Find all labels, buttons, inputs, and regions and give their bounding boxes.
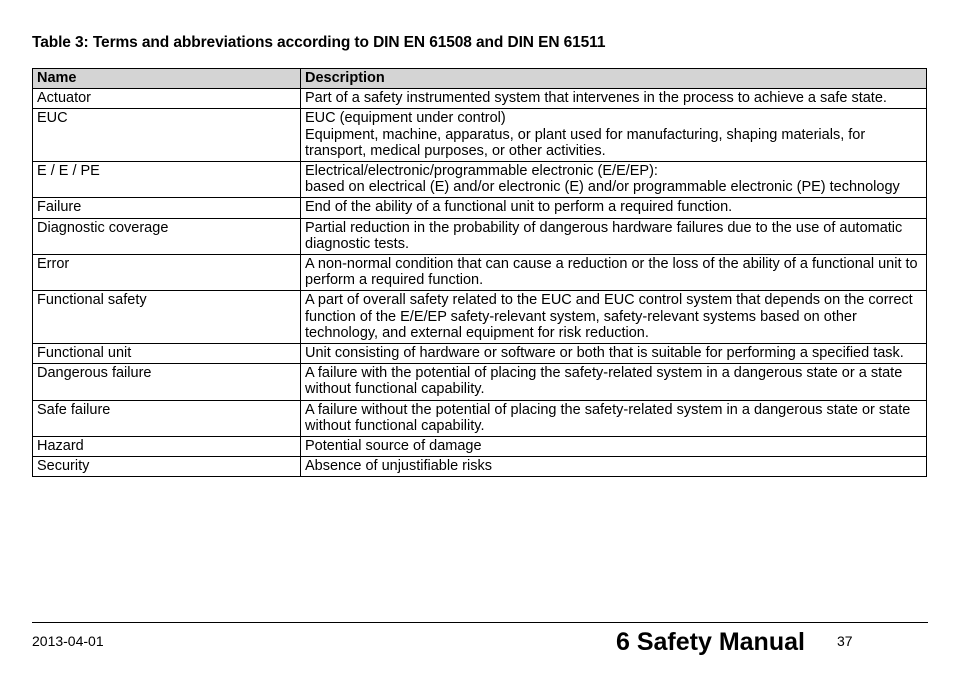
- term-description-cell: [301, 162, 927, 198]
- term-name-cell: Dangerous failure: [33, 364, 301, 400]
- description-line: End of the ability of a functional unit to perform a required function.: [305, 199, 733, 216]
- description-line: A part of overall safety related to the EUC and EUC control system that depends on the correct function of the E/E/EP safety-relevant system, safety-relevant systems based on other technology, and external equipment for risk reduction.: [305, 292, 913, 341]
- column-header-name: Name: [33, 69, 301, 89]
- table-row: [33, 218, 927, 254]
- term-description-cell: [301, 437, 927, 457]
- term-description-cell: [301, 344, 927, 364]
- term-name-cell: EUC: [33, 109, 301, 162]
- term-name-cell: Hazard: [33, 437, 301, 457]
- table-row: [33, 198, 927, 218]
- term-description-cell: [301, 255, 927, 291]
- term-name-cell: Diagnostic coverage: [33, 218, 301, 254]
- table-row: [33, 364, 927, 400]
- description-line: Part of a safety instrumented system that intervenes in the process to achieve a safe state.: [305, 90, 887, 107]
- table-row: [33, 291, 927, 344]
- term-description-cell: [301, 109, 927, 162]
- terms-table: [32, 68, 927, 477]
- table-row: [33, 89, 927, 109]
- footer-date: 2013-04-01: [32, 633, 104, 649]
- table-row: [33, 437, 927, 457]
- term-name-cell: Failure: [33, 198, 301, 218]
- term-description-cell: [301, 218, 927, 254]
- table-row: [33, 255, 927, 291]
- term-name-cell: Functional unit: [33, 344, 301, 364]
- term-description-cell: [301, 457, 927, 477]
- table-body: [33, 89, 927, 477]
- term-description-cell: [301, 89, 927, 109]
- description-line: Equipment, machine, apparatus, or plant used for manufacturing, shaping materials, for transport, medical purposes, or other activities.: [305, 126, 866, 159]
- footer-section-title: 6 Safety Manual: [616, 628, 805, 656]
- table-row: [33, 400, 927, 436]
- description-line: EUC (equipment under control): [305, 110, 506, 127]
- table-row: [33, 109, 927, 162]
- term-name-cell: E / E / PE: [33, 162, 301, 198]
- term-description-cell: [301, 400, 927, 436]
- term-name-cell: Functional safety: [33, 291, 301, 344]
- term-name-cell: Safe failure: [33, 400, 301, 436]
- description-line: Unit consisting of hardware or software or both that is suitable for performing a specified task.: [305, 345, 904, 362]
- table-row: [33, 457, 927, 477]
- table-row: [33, 162, 927, 198]
- description-line: A failure with the potential of placing the safety-related system in a dangerous state or a state without functional capability.: [305, 365, 903, 398]
- term-description-cell: [301, 364, 927, 400]
- term-description-cell: [301, 291, 927, 344]
- table-header-row: [33, 69, 927, 89]
- table-caption: Table 3: Terms and abbreviations according to DIN EN 61508 and DIN EN 61511: [32, 34, 606, 51]
- description-line: Electrical/electronic/programmable electronic (E/E/EP):: [305, 163, 658, 180]
- term-name-cell: Actuator: [33, 89, 301, 109]
- description-line: Partial reduction in the probability of dangerous hardware failures due to the use of automatic diagnostic tests.: [305, 219, 903, 252]
- footer-page-number: 37: [837, 633, 853, 649]
- description-line: Absence of unjustifiable risks: [305, 458, 492, 475]
- table-row: [33, 344, 927, 364]
- description-line: A failure without the potential of placing the safety-related system in a dangerous state or state without functional capability.: [305, 401, 911, 434]
- description-line: A non-normal condition that can cause a reduction or the loss of the ability of a functional unit to perform a required function.: [305, 256, 918, 289]
- footer-divider: [32, 622, 928, 623]
- term-name-cell: Security: [33, 457, 301, 477]
- term-name-cell: Error: [33, 255, 301, 291]
- column-header-description: Description: [301, 69, 927, 89]
- description-line: Potential source of damage: [305, 438, 482, 455]
- term-description-cell: [301, 198, 927, 218]
- description-line: based on electrical (E) and/or electronic (E) and/or programmable electronic (PE) technology: [305, 179, 900, 196]
